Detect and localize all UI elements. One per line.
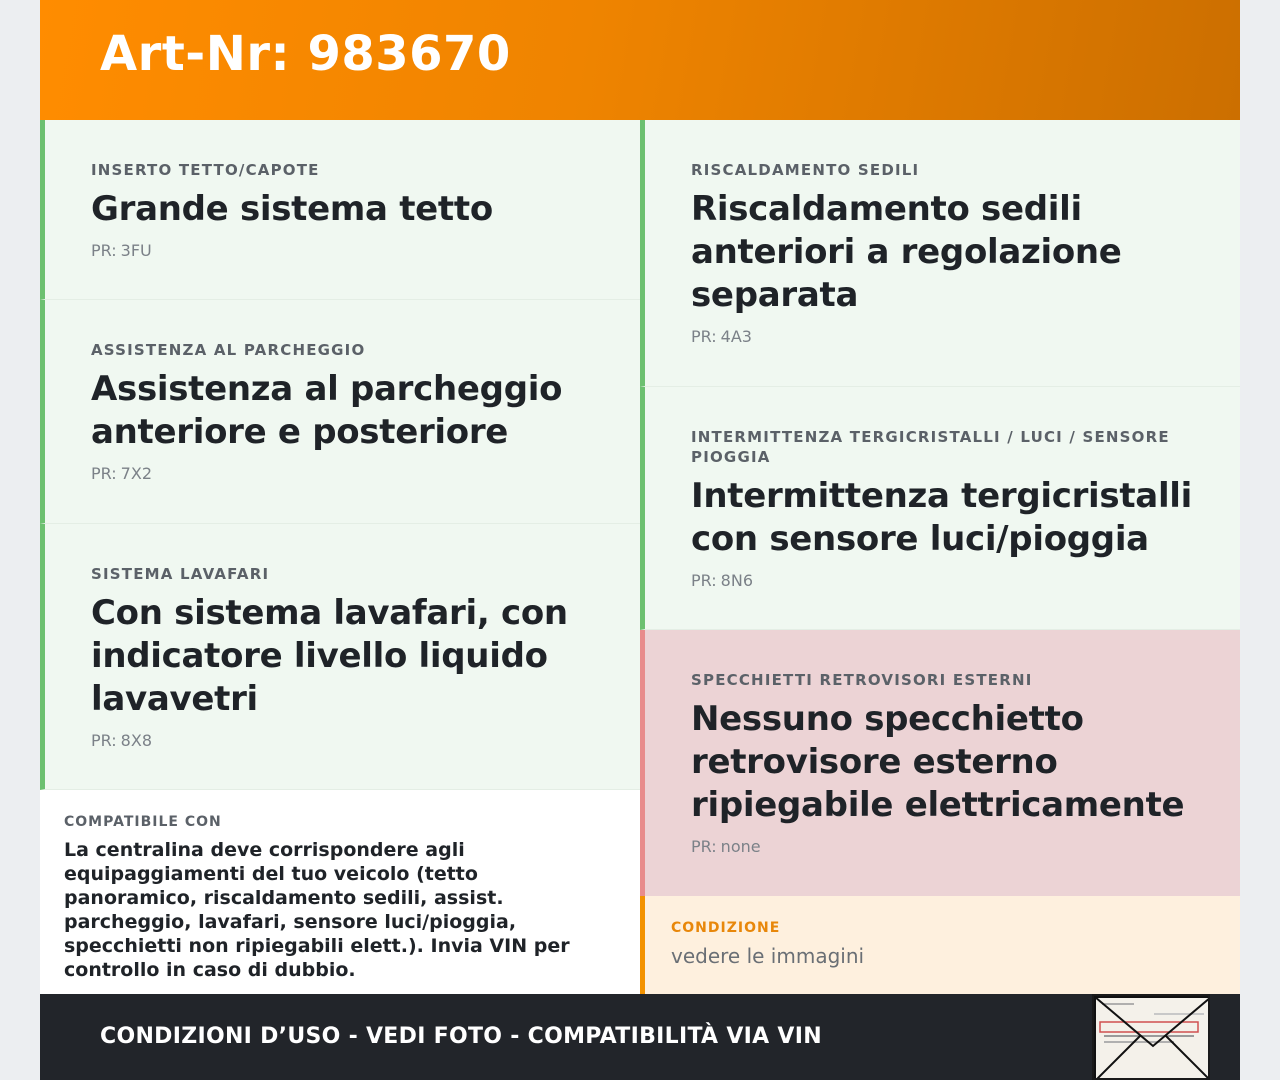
feature-card-parking [40, 300, 640, 524]
compatibility-label: COMPATIBILE CON [64, 814, 222, 830]
envelope-graphic [1094, 996, 1210, 1080]
feature-category: INSERTO TETTO/CAPOTE [91, 161, 320, 179]
compatibility-text: La centralina deve corrispondere agli equipaggiamenti del tuo veicolo (tetto panoramico, riscaldamento sedili, assist. parcheggio, lavafari, sensore luci/pioggia, specchietti non ripiegabili elett.). Invia VIN per controllo in caso di dubbio. [64, 839, 570, 981]
feature-title: Grande sistema tetto [91, 189, 493, 229]
pr-code: PR: 8X8 [91, 731, 152, 750]
condition-value: vedere le immagini [671, 944, 865, 968]
pr-code: PR: 8N6 [691, 571, 753, 590]
footer-bar [40, 994, 1240, 1080]
feature-card-roof [40, 120, 640, 300]
feature-card-seat-heating [640, 120, 1240, 387]
listing-page [40, 0, 1240, 1080]
feature-category: ASSISTENZA AL PARCHEGGIO [91, 341, 366, 359]
pr-code: PR: none [691, 837, 761, 856]
feature-title: Intermittenza tergicristalli con sensore luci/pioggia [691, 476, 1193, 559]
feature-title: Con sistema lavafari, con indicatore livello liquido lavavetri [91, 593, 568, 719]
pr-code: PR: 4A3 [691, 327, 752, 346]
feature-category: SPECCHIETTI RETROVISORI ESTERNI [691, 671, 1033, 689]
feature-category: INTERMITTENZA TERGICRISTALLI / LUCI / SENSORE PIOGGIA [691, 428, 1170, 466]
footer-text: CONDIZIONI D’USO - VEDI FOTO - COMPATIBILITÀ VIA VIN [100, 1024, 822, 1049]
feature-title: Riscaldamento sedili anteriori a regolazione separata [691, 189, 1122, 315]
feature-title: Nessuno specchietto retrovisore esterno ripiegabile elettricamente [691, 699, 1185, 825]
feature-title: Assistenza al parcheggio anteriore e posteriore [91, 369, 563, 452]
article-number: Art-Nr: 983670 [100, 26, 511, 82]
feature-card-headlight-wash [40, 524, 640, 790]
feature-category: SISTEMA LAVAFARI [91, 565, 270, 583]
pr-code: PR: 3FU [91, 241, 152, 260]
feature-card-mirrors [640, 630, 1240, 896]
condition-section [640, 896, 1240, 994]
header-banner [40, 0, 1240, 120]
condition-label: CONDIZIONE [671, 920, 781, 936]
compatibility-section [40, 790, 640, 994]
feature-category: RISCALDAMENTO SEDILI [691, 161, 920, 179]
feature-card-wiper [640, 387, 1240, 630]
pr-code: PR: 7X2 [91, 464, 152, 483]
envelope-thumbnail-icon[interactable] [1092, 994, 1210, 1080]
